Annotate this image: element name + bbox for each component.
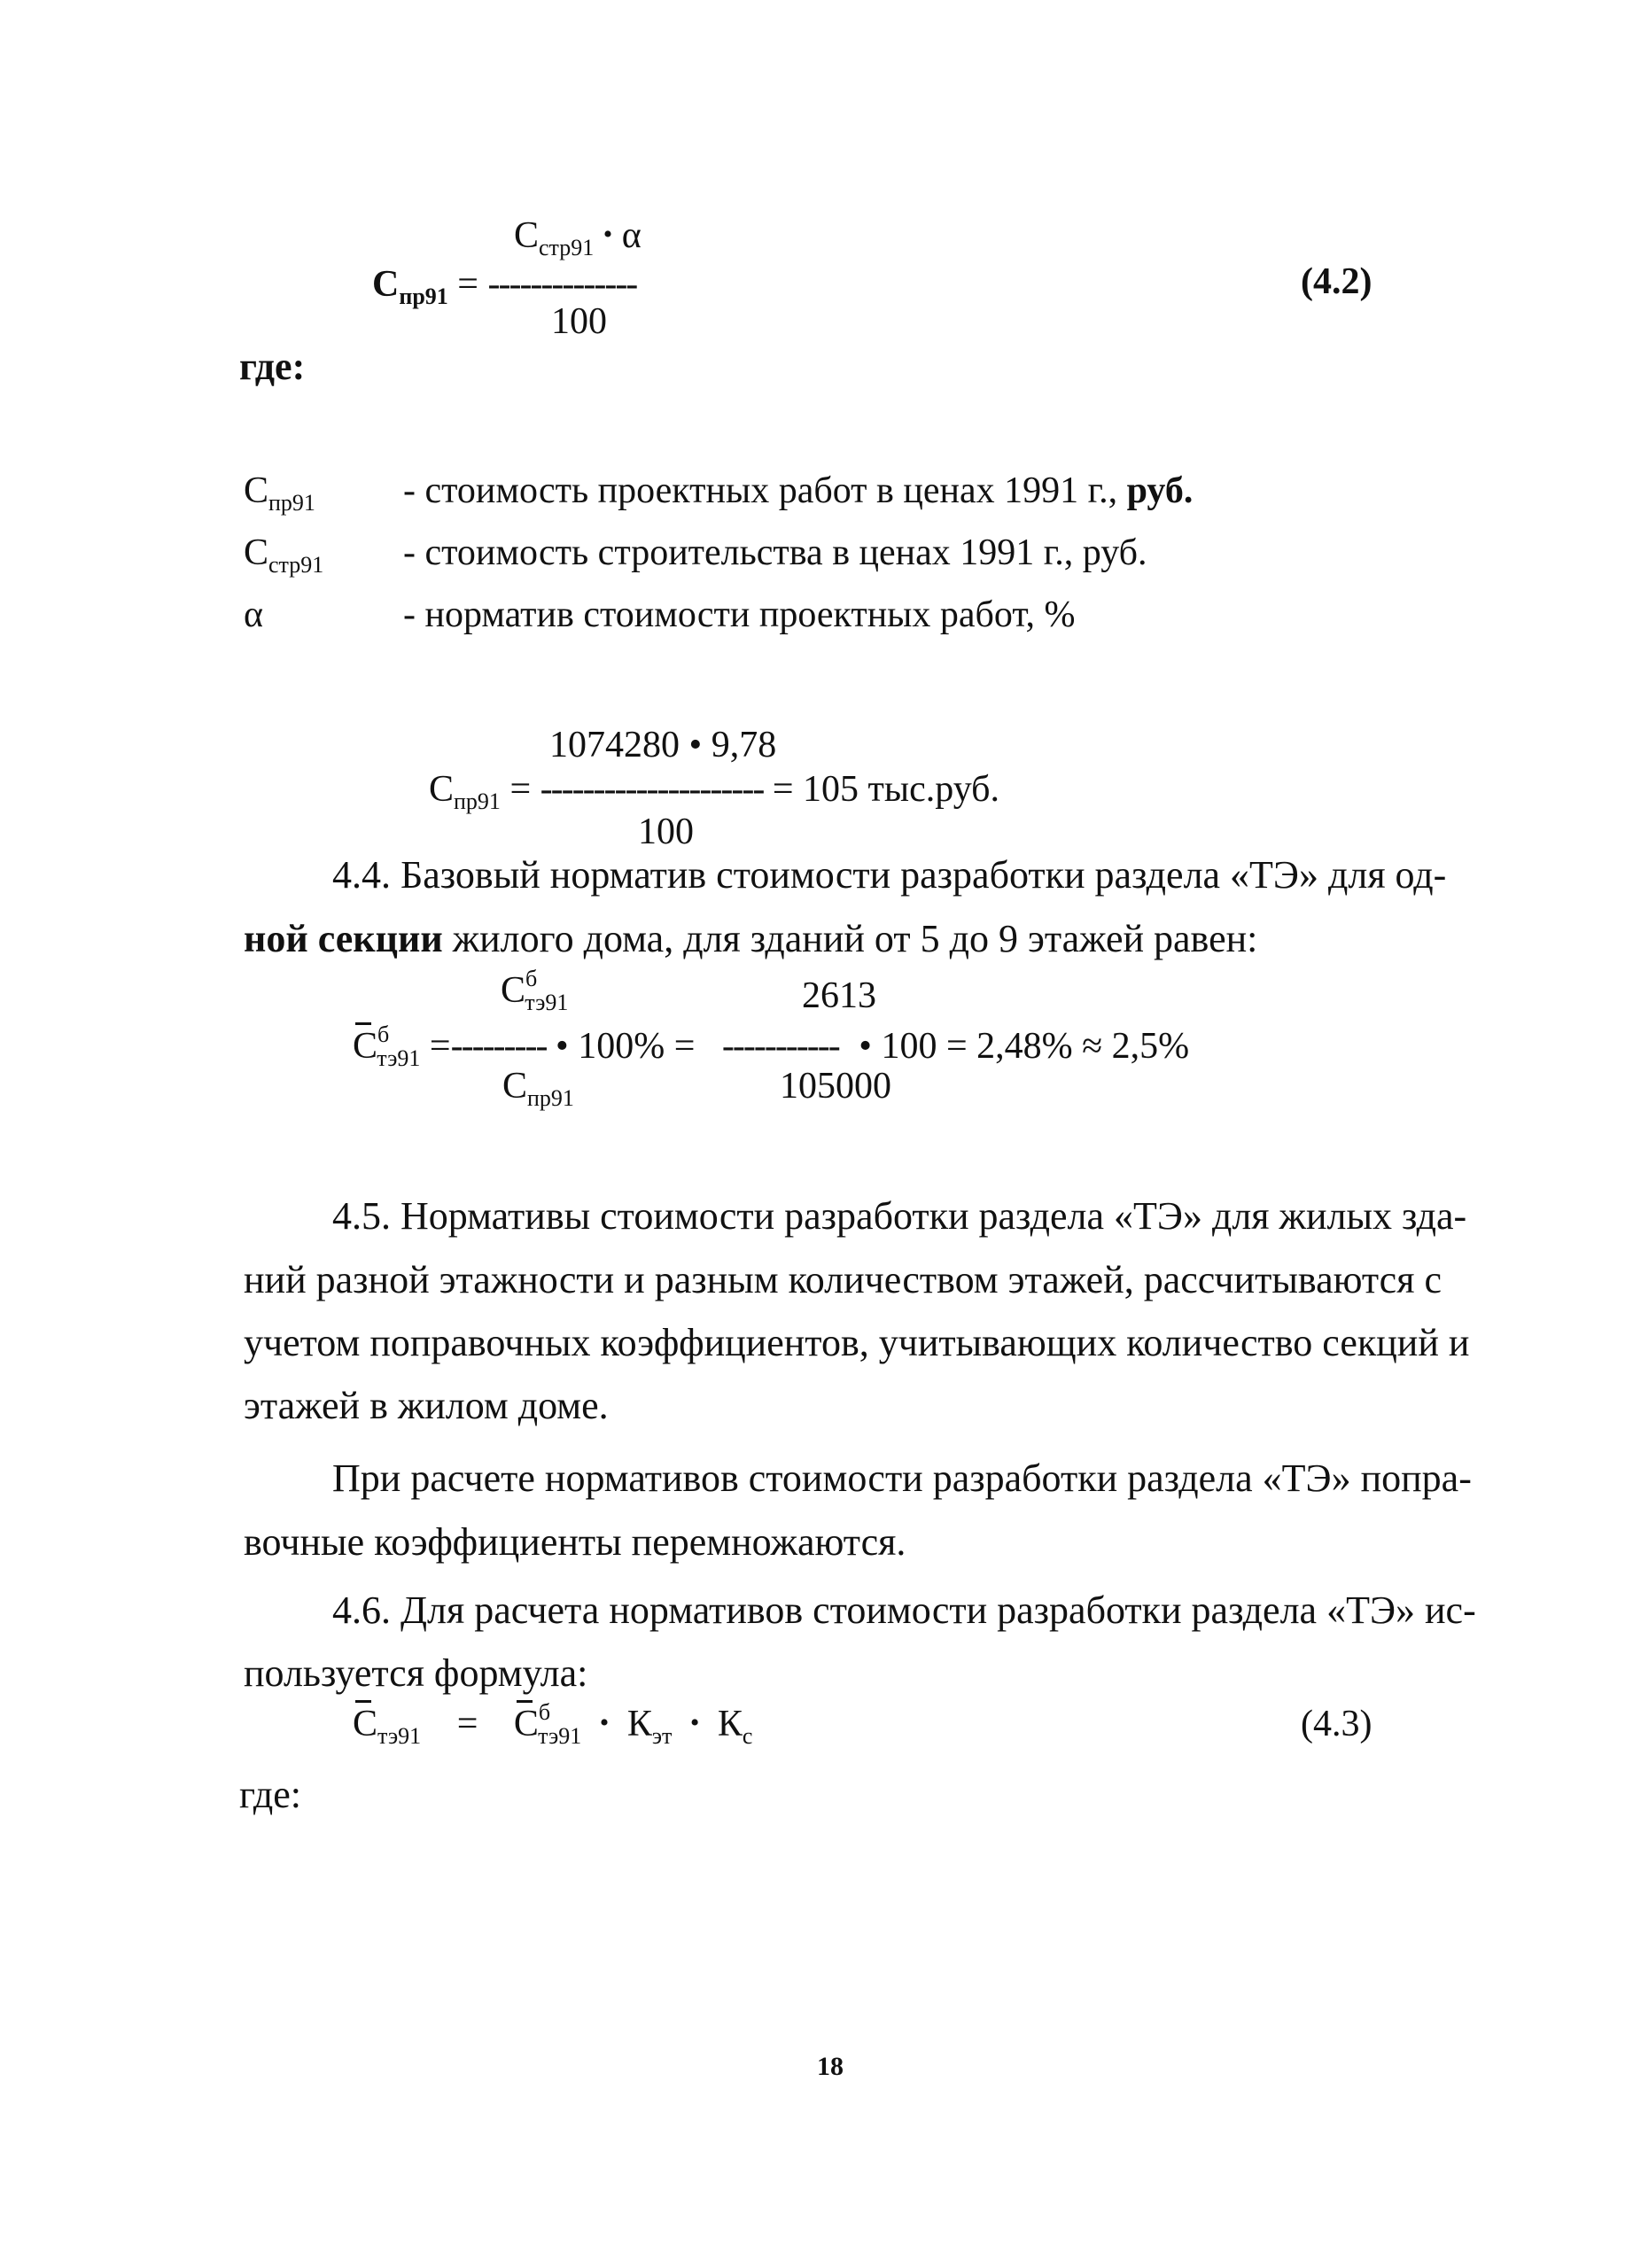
fraction-line: --------- — [450, 1026, 547, 1067]
formula-4-2-numerator — [514, 215, 642, 260]
equals-sign: = — [429, 1026, 451, 1067]
bold-text: ной секции — [244, 917, 443, 960]
calc-result: • 100 = 2,48% ≈ 2,5% — [859, 1026, 1190, 1067]
equals-sign: = — [509, 769, 532, 810]
equals-sign: = — [457, 264, 478, 305]
formula-number-4-2: (4.2) — [1301, 261, 1372, 302]
definition-bold: руб. — [1126, 470, 1194, 511]
calc-2-denominator-1 — [502, 1066, 574, 1111]
calc-2-denominator-2: 105000 — [780, 1066, 891, 1107]
subscript: тэ91 — [377, 1723, 422, 1749]
alpha-symbol: α — [244, 594, 264, 635]
definition-body: - стоимость проектных работ в ценах 1991 г., — [403, 470, 1127, 511]
subscript: тэ91 — [377, 1045, 421, 1071]
where-label: где: — [239, 345, 306, 388]
symbol: С — [372, 264, 400, 305]
subscript: стр91 — [268, 552, 324, 578]
formula-4-2-lhs — [372, 264, 637, 309]
subscript: тэ91 — [538, 1723, 582, 1749]
definition-row — [244, 532, 324, 578]
symbol: С — [429, 769, 455, 810]
fraction-line: --------------------- — [540, 769, 764, 810]
paragraph-4-6-line-1: 4.6. Для расчета нормативов стоимости разработки раздела «ТЭ» ис- — [332, 1588, 1476, 1632]
fraction-line: ----------- — [721, 1026, 839, 1067]
subscript: стр91 — [539, 235, 595, 260]
definition-body: - норматив стоимости проектных работ, % — [403, 594, 1076, 635]
bullet-operator: • — [689, 1708, 700, 1737]
definition-body: - стоимость строительства в ценах 1991 г., руб. — [403, 532, 1147, 573]
definition-text — [403, 596, 1076, 633]
text: жилого дома, для зданий от 5 до 9 этажей равен: — [442, 917, 1258, 960]
superscript: б — [377, 1021, 390, 1047]
subscript: эт — [651, 1723, 673, 1749]
definition-row — [244, 470, 315, 516]
symbol: К — [717, 1704, 743, 1744]
where-label: где: — [239, 1773, 301, 1816]
definition-text — [403, 472, 1193, 509]
paragraph-4-6-line-2: пользуется формула: — [244, 1651, 588, 1695]
subscript: пр91 — [399, 284, 448, 309]
symbol-with-bar: С — [353, 1026, 378, 1067]
fraction-line: -------------- — [487, 264, 637, 305]
symbol: К — [626, 1704, 652, 1744]
symbol: С — [514, 215, 540, 256]
subscript: пр91 — [527, 1085, 574, 1111]
subscript: с — [742, 1723, 753, 1749]
superscript: б — [525, 966, 538, 991]
alpha-symbol: α — [621, 215, 642, 256]
paragraph-note-line-2: вочные коэффициенты перемножаются. — [244, 1520, 906, 1564]
symbol: С — [502, 1066, 528, 1107]
bullet-operator: • — [599, 1708, 610, 1737]
paragraph-4-4-line-2 — [244, 907, 1257, 971]
calc-1-numerator: 1074280 • 9,78 — [549, 725, 777, 765]
paragraph-4-4-line-1: 4.4. Базовый норматив стоимости разработки раздела «ТЭ» для од- — [332, 853, 1447, 897]
equals-sign: = — [456, 1704, 478, 1744]
definition-row — [244, 596, 263, 633]
calc-2-numerator-2: 2613 — [802, 975, 876, 1016]
multiplier: • 100% = — [556, 1026, 696, 1067]
subscript: тэ91 — [525, 990, 569, 1015]
formula-4-3 — [353, 1699, 753, 1749]
definition-text — [403, 534, 1147, 571]
calc-2-line — [353, 1021, 1190, 1071]
calc-2-numerator-1 — [501, 966, 569, 1015]
paragraph-4-5-line-1: 4.5. Нормативы стоимости разработки раздела «ТЭ» для жилых зда- — [332, 1194, 1467, 1238]
calc-result: = 105 тыс.руб. — [772, 769, 1000, 810]
page-number: 18 — [817, 2052, 844, 2081]
paragraph-4-5-line-4: этажей в жилом доме. — [244, 1384, 609, 1427]
calc-1-denominator: 100 — [638, 812, 694, 852]
subscript: пр91 — [454, 788, 501, 814]
superscript: б — [538, 1699, 551, 1725]
paragraph-4-5-line-2: ний разной этажности и разным количеством этажей, рассчитываются с — [244, 1258, 1442, 1301]
symbol: С — [244, 470, 269, 511]
calc-1-line — [429, 769, 1000, 814]
paragraph-note-line-1: При расчете нормативов стоимости разработки раздела «ТЭ» попра- — [332, 1456, 1472, 1500]
formula-4-2-denominator: 100 — [551, 301, 607, 342]
symbol: С — [244, 532, 269, 573]
subscript: пр91 — [268, 490, 315, 516]
paragraph-4-5-line-3: учетом поправочных коэффициентов, учитывающих количество секций и — [244, 1321, 1470, 1364]
symbol-with-bar: С — [353, 1704, 378, 1744]
bullet-operator: • — [603, 220, 613, 249]
formula-number-4-3: (4.3) — [1301, 1704, 1372, 1744]
symbol: С — [501, 970, 526, 1011]
symbol-with-bar: С — [513, 1704, 539, 1744]
